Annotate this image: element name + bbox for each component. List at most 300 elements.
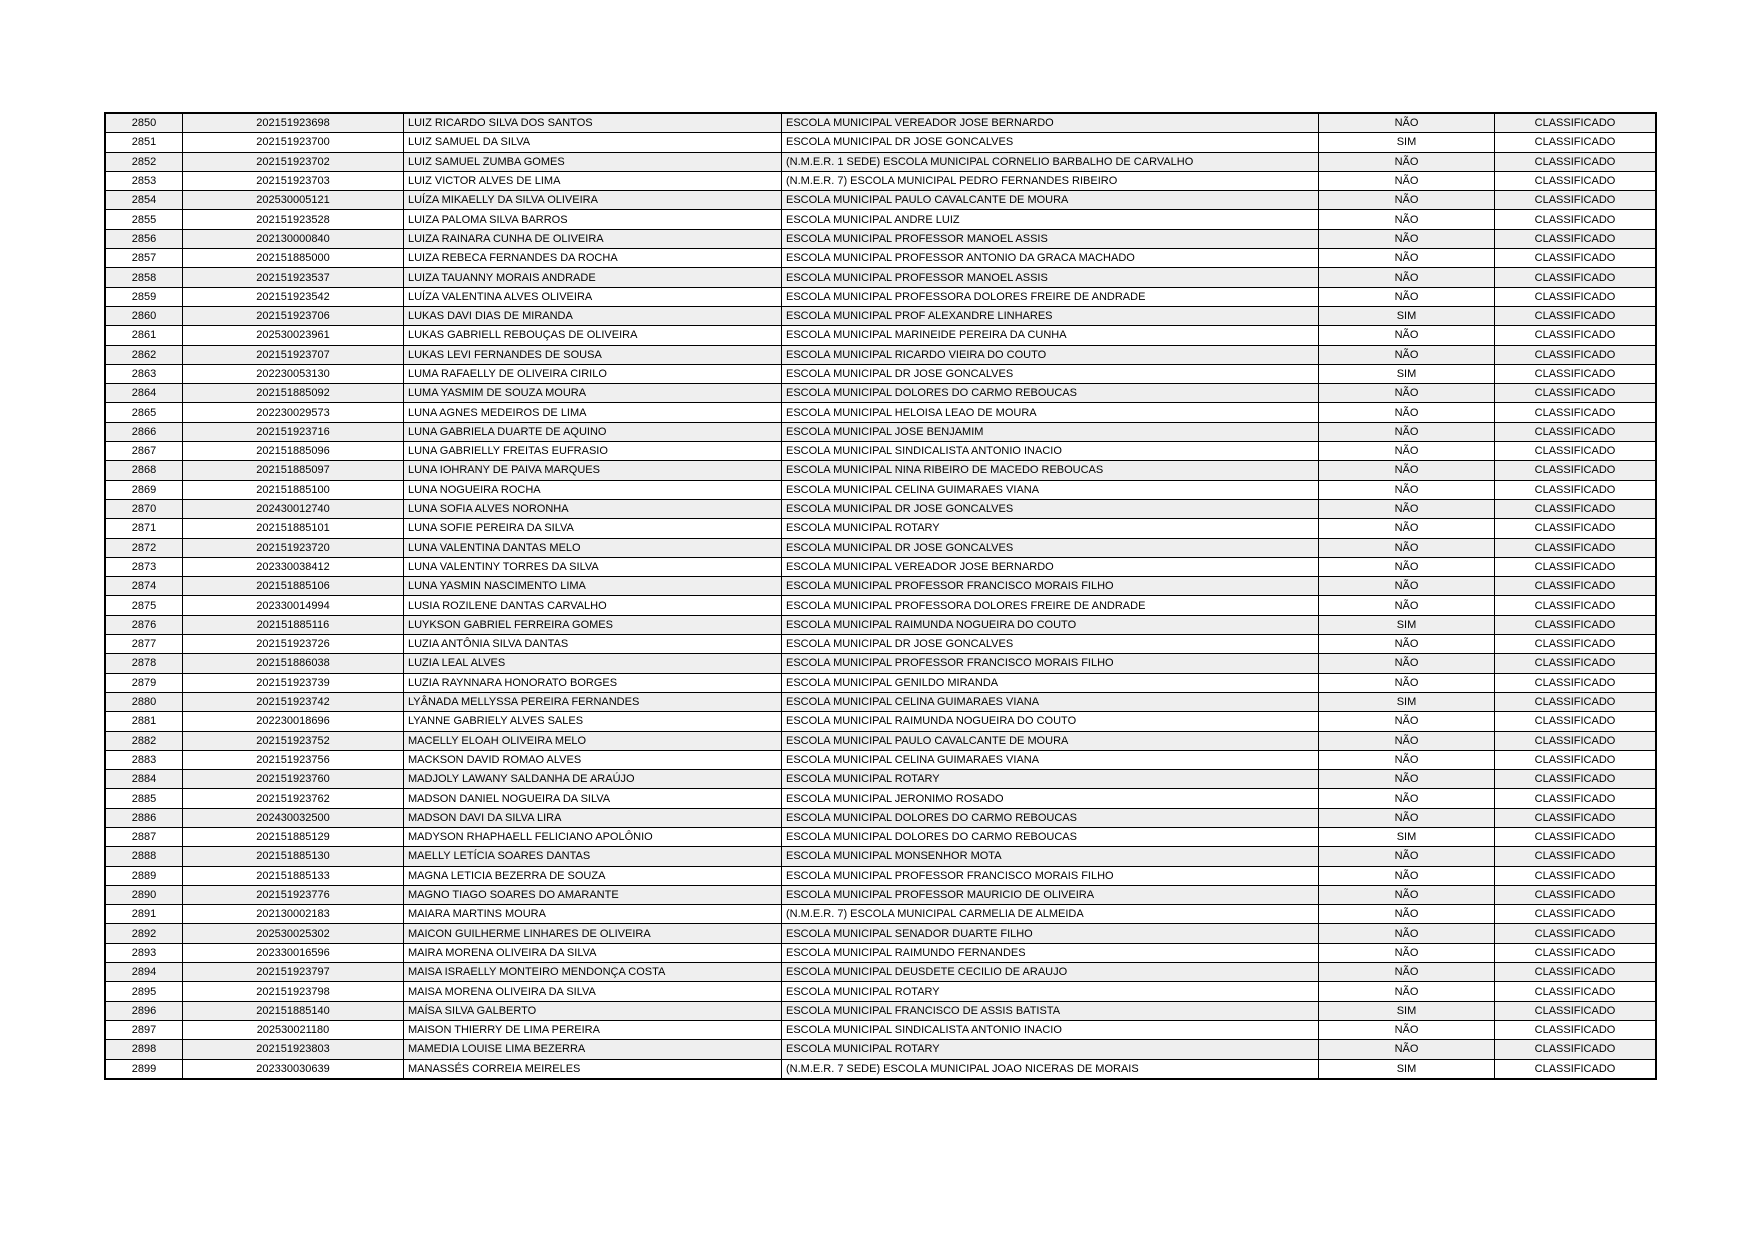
table-row [105,1001,1656,1020]
row-number-cell: 2851 [105,133,183,152]
registration-id-cell: 202151885129 [183,827,404,846]
special-needs-cell: SIM [1319,827,1495,846]
classification-status-cell: CLASSIFICADO [1495,1040,1657,1059]
candidate-name-cell: LUMA YASMIM DE SOUZA MOURA [404,384,782,403]
registration-id-cell: 202151923762 [183,789,404,808]
school-name-cell: ESCOLA MUNICIPAL ANDRE LUIZ [782,210,1319,229]
registration-id-cell: 202151923528 [183,210,404,229]
row-number-cell: 2896 [105,1001,183,1020]
school-name-cell: ESCOLA MUNICIPAL JERONIMO ROSADO [782,789,1319,808]
candidate-name-cell: MADJOLY LAWANY SALDANHA DE ARAÚJO [404,770,782,789]
special-needs-cell: NÃO [1319,770,1495,789]
registration-id-cell: 202430032500 [183,808,404,827]
row-number-cell: 2854 [105,191,183,210]
registration-id-cell: 202151923700 [183,133,404,152]
candidate-name-cell: MACKSON DAVID ROMAO ALVES [404,750,782,769]
row-number-cell: 2895 [105,982,183,1001]
row-number-cell: 2880 [105,692,183,711]
classification-status-cell: CLASSIFICADO [1495,171,1657,190]
table-row [105,461,1656,480]
candidate-name-cell: MANASSÉS CORREIA MEIRELES [404,1059,782,1079]
candidate-name-cell: MADYSON RHAPHAELL FELICIANO APOLÔNIO [404,827,782,846]
registration-id-cell: 202151923742 [183,692,404,711]
candidate-name-cell: MAGNA LETICIA BEZERRA DE SOUZA [404,866,782,885]
row-number-cell: 2878 [105,654,183,673]
classification-status-cell: CLASSIFICADO [1495,596,1657,615]
candidate-name-cell: MAELLY LETÍCIA SOARES DANTAS [404,847,782,866]
school-name-cell: ESCOLA MUNICIPAL PAULO CAVALCANTE DE MOURA [782,731,1319,750]
special-needs-cell: NÃO [1319,268,1495,287]
classification-status-cell: CLASSIFICADO [1495,249,1657,268]
classification-status-cell: CLASSIFICADO [1495,943,1657,962]
classification-status-cell: CLASSIFICADO [1495,905,1657,924]
registration-id-cell: 202151885100 [183,480,404,499]
classification-status-cell: CLASSIFICADO [1495,519,1657,538]
candidate-name-cell: LUNA VALENTINA DANTAS MELO [404,538,782,557]
school-name-cell: ESCOLA MUNICIPAL PROFESSOR FRANCISCO MORAIS FILHO [782,654,1319,673]
candidate-name-cell: LUNA VALENTINY TORRES DA SILVA [404,557,782,576]
classification-status-cell: CLASSIFICADO [1495,557,1657,576]
registration-id-cell: 202151885106 [183,577,404,596]
table-row [105,519,1656,538]
table-row [105,654,1656,673]
registration-id-cell: 202151923739 [183,673,404,692]
classification-status-cell: CLASSIFICADO [1495,654,1657,673]
special-needs-cell: NÃO [1319,152,1495,171]
table-row [105,808,1656,827]
row-number-cell: 2856 [105,229,183,248]
row-number-cell: 2879 [105,673,183,692]
candidate-name-cell: LUNA YASMIN NASCIMENTO LIMA [404,577,782,596]
candidate-name-cell: MAIARA MARTINS MOURA [404,905,782,924]
row-number-cell: 2868 [105,461,183,480]
candidate-name-cell: LYÂNADA MELLYSSA PEREIRA FERNANDES [404,692,782,711]
row-number-cell: 2858 [105,268,183,287]
school-name-cell: ESCOLA MUNICIPAL PROFESSOR ANTONIO DA GRACA MACHADO [782,249,1319,268]
school-name-cell: ESCOLA MUNICIPAL DR JOSE GONCALVES [782,635,1319,654]
school-name-cell: ESCOLA MUNICIPAL PROF ALEXANDRE LINHARES [782,306,1319,325]
registration-id-cell: 202151885096 [183,442,404,461]
classification-status-cell: CLASSIFICADO [1495,268,1657,287]
school-name-cell: ESCOLA MUNICIPAL RAIMUNDA NOGUEIRA DO COUTO [782,615,1319,634]
school-name-cell: ESCOLA MUNICIPAL VEREADOR JOSE BERNARDO [782,557,1319,576]
classification-status-cell: CLASSIFICADO [1495,635,1657,654]
school-name-cell: ESCOLA MUNICIPAL DOLORES DO CARMO REBOUCAS [782,808,1319,827]
row-number-cell: 2859 [105,287,183,306]
candidate-name-cell: LUYKSON GABRIEL FERREIRA GOMES [404,615,782,634]
registration-id-cell: 202330016596 [183,943,404,962]
row-number-cell: 2889 [105,866,183,885]
candidate-name-cell: LUZIA LEAL ALVES [404,654,782,673]
table-row [105,750,1656,769]
school-name-cell: ESCOLA MUNICIPAL ROTARY [782,519,1319,538]
candidate-name-cell: LUZIA RAYNNARA HONORATO BORGES [404,673,782,692]
table-row [105,692,1656,711]
table-row [105,673,1656,692]
row-number-cell: 2874 [105,577,183,596]
special-needs-cell: SIM [1319,615,1495,634]
school-name-cell: ESCOLA MUNICIPAL MARINEIDE PEREIRA DA CUNHA [782,326,1319,345]
classification-status-cell: CLASSIFICADO [1495,885,1657,904]
registration-id-cell: 202530021180 [183,1020,404,1039]
school-name-cell: ESCOLA MUNICIPAL FRANCISCO DE ASSIS BATISTA [782,1001,1319,1020]
school-name-cell: ESCOLA MUNICIPAL PROFESSOR FRANCISCO MORAIS FILHO [782,866,1319,885]
classification-status-cell: CLASSIFICADO [1495,692,1657,711]
school-name-cell: (N.M.E.R. 7) ESCOLA MUNICIPAL CARMELIA DE ALMEIDA [782,905,1319,924]
special-needs-cell: NÃO [1319,345,1495,364]
classification-status-cell: CLASSIFICADO [1495,499,1657,518]
special-needs-cell: NÃO [1319,326,1495,345]
row-number-cell: 2857 [105,249,183,268]
classification-status-cell: CLASSIFICADO [1495,345,1657,364]
special-needs-cell: NÃO [1319,557,1495,576]
school-name-cell: ESCOLA MUNICIPAL RICARDO VIEIRA DO COUTO [782,345,1319,364]
row-number-cell: 2894 [105,963,183,982]
special-needs-cell: SIM [1319,133,1495,152]
table-row [105,364,1656,383]
school-name-cell: ESCOLA MUNICIPAL RAIMUNDA NOGUEIRA DO COUTO [782,712,1319,731]
candidate-name-cell: MAGNO TIAGO SOARES DO AMARANTE [404,885,782,904]
school-name-cell: ESCOLA MUNICIPAL CELINA GUIMARAES VIANA [782,480,1319,499]
row-number-cell: 2887 [105,827,183,846]
row-number-cell: 2869 [105,480,183,499]
row-number-cell: 2883 [105,750,183,769]
table-row [105,384,1656,403]
table-row [105,731,1656,750]
school-name-cell: ESCOLA MUNICIPAL ROTARY [782,982,1319,1001]
classification-status-cell: CLASSIFICADO [1495,403,1657,422]
row-number-cell: 2871 [105,519,183,538]
table-row [105,635,1656,654]
table-row [105,152,1656,171]
candidate-name-cell: MAISON THIERRY DE LIMA PEREIRA [404,1020,782,1039]
special-needs-cell: NÃO [1319,287,1495,306]
candidate-name-cell: LUIZA TAUANNY MORAIS ANDRADE [404,268,782,287]
candidate-name-cell: LUKAS LEVI FERNANDES DE SOUSA [404,345,782,364]
table-row [105,480,1656,499]
table-row [105,113,1656,133]
school-name-cell: ESCOLA MUNICIPAL DR JOSE GONCALVES [782,499,1319,518]
candidate-name-cell: MADSON DANIEL NOGUEIRA DA SILVA [404,789,782,808]
candidate-name-cell: LUNA AGNES MEDEIROS DE LIMA [404,403,782,422]
classification-status-cell: CLASSIFICADO [1495,461,1657,480]
candidate-name-cell: LUNA GABRIELLY FREITAS EUFRASIO [404,442,782,461]
candidate-name-cell: LUZIA ANTÔNIA SILVA DANTAS [404,635,782,654]
classification-status-cell: CLASSIFICADO [1495,673,1657,692]
classification-status-cell: CLASSIFICADO [1495,808,1657,827]
table-row [105,133,1656,152]
candidate-name-cell: LUSIA ROZILENE DANTAS CARVALHO [404,596,782,615]
row-number-cell: 2891 [105,905,183,924]
special-needs-cell: NÃO [1319,461,1495,480]
special-needs-cell: NÃO [1319,808,1495,827]
classification-status-cell: CLASSIFICADO [1495,442,1657,461]
classification-status-cell: CLASSIFICADO [1495,384,1657,403]
candidate-name-cell: LUIZA RAINARA CUNHA DE OLIVEIRA [404,229,782,248]
registration-id-cell: 202530023961 [183,326,404,345]
school-name-cell: ESCOLA MUNICIPAL PROFESSORA DOLORES FREIRE DE ANDRADE [782,596,1319,615]
registration-id-cell: 202151885116 [183,615,404,634]
table-row [105,847,1656,866]
special-needs-cell: NÃO [1319,422,1495,441]
special-needs-cell: NÃO [1319,480,1495,499]
row-number-cell: 2893 [105,943,183,962]
table-row [105,885,1656,904]
table-row [105,770,1656,789]
candidate-name-cell: LUKAS GABRIELL REBOUÇAS DE OLIVEIRA [404,326,782,345]
table-row [105,982,1656,1001]
candidate-name-cell: LUIZA PALOMA SILVA BARROS [404,210,782,229]
special-needs-cell: NÃO [1319,654,1495,673]
registration-id-cell: 202151923798 [183,982,404,1001]
table-row [105,866,1656,885]
candidate-name-cell: LUIZ VICTOR ALVES DE LIMA [404,171,782,190]
row-number-cell: 2861 [105,326,183,345]
candidate-name-cell: MAISA ISRAELLY MONTEIRO MENDONÇA COSTA [404,963,782,982]
classification-status-cell: CLASSIFICADO [1495,152,1657,171]
special-needs-cell: NÃO [1319,847,1495,866]
special-needs-cell: NÃO [1319,538,1495,557]
school-name-cell: ESCOLA MUNICIPAL RAIMUNDO FERNANDES [782,943,1319,962]
candidate-name-cell: MAICON GUILHERME LINHARES DE OLIVEIRA [404,924,782,943]
special-needs-cell: SIM [1319,1001,1495,1020]
classification-status-cell: CLASSIFICADO [1495,963,1657,982]
school-name-cell: ESCOLA MUNICIPAL GENILDO MIRANDA [782,673,1319,692]
school-name-cell: ESCOLA MUNICIPAL ROTARY [782,770,1319,789]
table-row [105,905,1656,924]
candidate-name-cell: LUIZ SAMUEL DA SILVA [404,133,782,152]
table-row [105,326,1656,345]
candidate-name-cell: MACELLY ELOAH OLIVEIRA MELO [404,731,782,750]
classification-status-cell: CLASSIFICADO [1495,770,1657,789]
school-name-cell: ESCOLA MUNICIPAL CELINA GUIMARAES VIANA [782,750,1319,769]
table-row [105,538,1656,557]
row-number-cell: 2899 [105,1059,183,1079]
special-needs-cell: SIM [1319,1059,1495,1079]
registration-id-cell: 202230029573 [183,403,404,422]
registration-id-cell: 202330038412 [183,557,404,576]
table-row [105,249,1656,268]
school-name-cell: ESCOLA MUNICIPAL HELOISA LEAO DE MOURA [782,403,1319,422]
candidate-name-cell: LUNA SOFIA ALVES NORONHA [404,499,782,518]
candidate-name-cell: MAMEDIA LOUISE LIMA BEZERRA [404,1040,782,1059]
registration-id-cell: 202151923542 [183,287,404,306]
school-name-cell: ESCOLA MUNICIPAL PROFESSOR MANOEL ASSIS [782,268,1319,287]
school-name-cell: (N.M.E.R. 1 SEDE) ESCOLA MUNICIPAL CORNELIO BARBALHO DE CARVALHO [782,152,1319,171]
special-needs-cell: NÃO [1319,712,1495,731]
registration-id-cell: 202151923760 [183,770,404,789]
candidate-name-cell: LUNA SOFIE PEREIRA DA SILVA [404,519,782,538]
table-row [105,422,1656,441]
registration-id-cell: 202151923776 [183,885,404,904]
row-number-cell: 2875 [105,596,183,615]
row-number-cell: 2876 [105,615,183,634]
candidate-name-cell: LUNA IOHRANY DE PAIVA MARQUES [404,461,782,480]
candidate-name-cell: MAIRA MORENA OLIVEIRA DA SILVA [404,943,782,962]
row-number-cell: 2884 [105,770,183,789]
classification-status-cell: CLASSIFICADO [1495,191,1657,210]
row-number-cell: 2897 [105,1020,183,1039]
school-name-cell: ESCOLA MUNICIPAL PROFESSOR FRANCISCO MORAIS FILHO [782,577,1319,596]
classification-status-cell: CLASSIFICADO [1495,1001,1657,1020]
special-needs-cell: NÃO [1319,229,1495,248]
classification-status-cell: CLASSIFICADO [1495,866,1657,885]
row-number-cell: 2870 [105,499,183,518]
classification-status-cell: CLASSIFICADO [1495,847,1657,866]
table-row [105,712,1656,731]
school-name-cell: ESCOLA MUNICIPAL DEUSDETE CECILIO DE ARAUJO [782,963,1319,982]
school-name-cell: ESCOLA MUNICIPAL PROFESSOR MAURICIO DE OLIVEIRA [782,885,1319,904]
registration-id-cell: 202130002183 [183,905,404,924]
candidate-name-cell: MADSON DAVI DA SILVA LIRA [404,808,782,827]
registration-id-cell: 202151885092 [183,384,404,403]
registration-id-cell: 202130000840 [183,229,404,248]
row-number-cell: 2882 [105,731,183,750]
table-row [105,306,1656,325]
classification-status-cell: CLASSIFICADO [1495,1059,1657,1079]
registration-id-cell: 202151885140 [183,1001,404,1020]
classification-status-cell: CLASSIFICADO [1495,113,1657,133]
school-name-cell: ESCOLA MUNICIPAL PROFESSORA DOLORES FREIRE DE ANDRADE [782,287,1319,306]
special-needs-cell: NÃO [1319,596,1495,615]
row-number-cell: 2873 [105,557,183,576]
classification-status-cell: CLASSIFICADO [1495,577,1657,596]
registration-id-cell: 202151923702 [183,152,404,171]
registration-id-cell: 202151923537 [183,268,404,287]
special-needs-cell: NÃO [1319,866,1495,885]
school-name-cell: ESCOLA MUNICIPAL DR JOSE GONCALVES [782,538,1319,557]
special-needs-cell: NÃO [1319,113,1495,133]
table-row [105,615,1656,634]
row-number-cell: 2886 [105,808,183,827]
school-name-cell: ESCOLA MUNICIPAL VEREADOR JOSE BERNARDO [782,113,1319,133]
table-row [105,403,1656,422]
table-row [105,943,1656,962]
registration-id-cell: 202151923803 [183,1040,404,1059]
registration-id-cell: 202530005121 [183,191,404,210]
classification-status-cell: CLASSIFICADO [1495,1020,1657,1039]
special-needs-cell: NÃO [1319,403,1495,422]
special-needs-cell: NÃO [1319,635,1495,654]
table-row [105,171,1656,190]
school-name-cell: ESCOLA MUNICIPAL DOLORES DO CARMO REBOUCAS [782,827,1319,846]
registration-id-cell: 202151886038 [183,654,404,673]
school-name-cell: ESCOLA MUNICIPAL NINA RIBEIRO DE MACEDO REBOUCAS [782,461,1319,480]
row-number-cell: 2853 [105,171,183,190]
registration-id-cell: 202151923706 [183,306,404,325]
school-name-cell: ESCOLA MUNICIPAL DR JOSE GONCALVES [782,133,1319,152]
row-number-cell: 2867 [105,442,183,461]
registration-id-cell: 202330030639 [183,1059,404,1079]
row-number-cell: 2866 [105,422,183,441]
row-number-cell: 2860 [105,306,183,325]
candidate-name-cell: MAÍSA SILVA GALBERTO [404,1001,782,1020]
registration-id-cell: 202151885101 [183,519,404,538]
registration-id-cell: 202151923707 [183,345,404,364]
row-number-cell: 2890 [105,885,183,904]
classification-status-cell: CLASSIFICADO [1495,827,1657,846]
table-row [105,1040,1656,1059]
classification-status-cell: CLASSIFICADO [1495,480,1657,499]
school-name-cell: ESCOLA MUNICIPAL DR JOSE GONCALVES [782,364,1319,383]
classification-status-cell: CLASSIFICADO [1495,229,1657,248]
school-name-cell: ESCOLA MUNICIPAL DOLORES DO CARMO REBOUCAS [782,384,1319,403]
school-name-cell: ESCOLA MUNICIPAL CELINA GUIMARAES VIANA [782,692,1319,711]
special-needs-cell: SIM [1319,364,1495,383]
special-needs-cell: NÃO [1319,750,1495,769]
classification-table-body [105,113,1656,1079]
table-row [105,1059,1656,1079]
candidate-name-cell: LUÍZA VALENTINA ALVES OLIVEIRA [404,287,782,306]
special-needs-cell: NÃO [1319,1020,1495,1039]
registration-id-cell: 202330014994 [183,596,404,615]
table-row [105,287,1656,306]
special-needs-cell: NÃO [1319,963,1495,982]
table-row [105,499,1656,518]
registration-id-cell: 202151923752 [183,731,404,750]
registration-id-cell: 202151923756 [183,750,404,769]
row-number-cell: 2855 [105,210,183,229]
school-name-cell: ESCOLA MUNICIPAL SENADOR DUARTE FILHO [782,924,1319,943]
special-needs-cell: NÃO [1319,519,1495,538]
registration-id-cell: 202151923716 [183,422,404,441]
table-row [105,789,1656,808]
registration-id-cell: 202430012740 [183,499,404,518]
special-needs-cell: NÃO [1319,943,1495,962]
classification-status-cell: CLASSIFICADO [1495,615,1657,634]
table-row [105,1020,1656,1039]
special-needs-cell: NÃO [1319,499,1495,518]
special-needs-cell: NÃO [1319,673,1495,692]
row-number-cell: 2863 [105,364,183,383]
table-row [105,596,1656,615]
registration-id-cell: 202530025302 [183,924,404,943]
row-number-cell: 2898 [105,1040,183,1059]
row-number-cell: 2865 [105,403,183,422]
classification-status-cell: CLASSIFICADO [1495,133,1657,152]
row-number-cell: 2881 [105,712,183,731]
candidate-name-cell: LUNA GABRIELA DUARTE DE AQUINO [404,422,782,441]
classification-status-cell: CLASSIFICADO [1495,287,1657,306]
special-needs-cell: NÃO [1319,384,1495,403]
registration-id-cell: 202230018696 [183,712,404,731]
candidate-name-cell: LUMA RAFAELLY DE OLIVEIRA CIRILO [404,364,782,383]
registration-id-cell: 202151885097 [183,461,404,480]
classification-table [104,112,1657,1080]
special-needs-cell: NÃO [1319,905,1495,924]
row-number-cell: 2892 [105,924,183,943]
classification-status-cell: CLASSIFICADO [1495,731,1657,750]
candidate-name-cell: LUIZA REBECA FERNANDES DA ROCHA [404,249,782,268]
special-needs-cell: NÃO [1319,249,1495,268]
school-name-cell: (N.M.E.R. 7 SEDE) ESCOLA MUNICIPAL JOAO NICERAS DE MORAIS [782,1059,1319,1079]
table-row [105,442,1656,461]
candidate-name-cell: MAISA MORENA OLIVEIRA DA SILVA [404,982,782,1001]
table-row [105,827,1656,846]
table-row [105,210,1656,229]
row-number-cell: 2852 [105,152,183,171]
school-name-cell: ESCOLA MUNICIPAL PAULO CAVALCANTE DE MOURA [782,191,1319,210]
classification-status-cell: CLASSIFICADO [1495,750,1657,769]
candidate-name-cell: LUÍZA MIKAELLY DA SILVA OLIVEIRA [404,191,782,210]
row-number-cell: 2862 [105,345,183,364]
special-needs-cell: NÃO [1319,210,1495,229]
candidate-name-cell: LUIZ RICARDO SILVA DOS SANTOS [404,113,782,133]
special-needs-cell: NÃO [1319,924,1495,943]
classification-status-cell: CLASSIFICADO [1495,712,1657,731]
school-name-cell: ESCOLA MUNICIPAL SINDICALISTA ANTONIO INACIO [782,442,1319,461]
table-row [105,963,1656,982]
